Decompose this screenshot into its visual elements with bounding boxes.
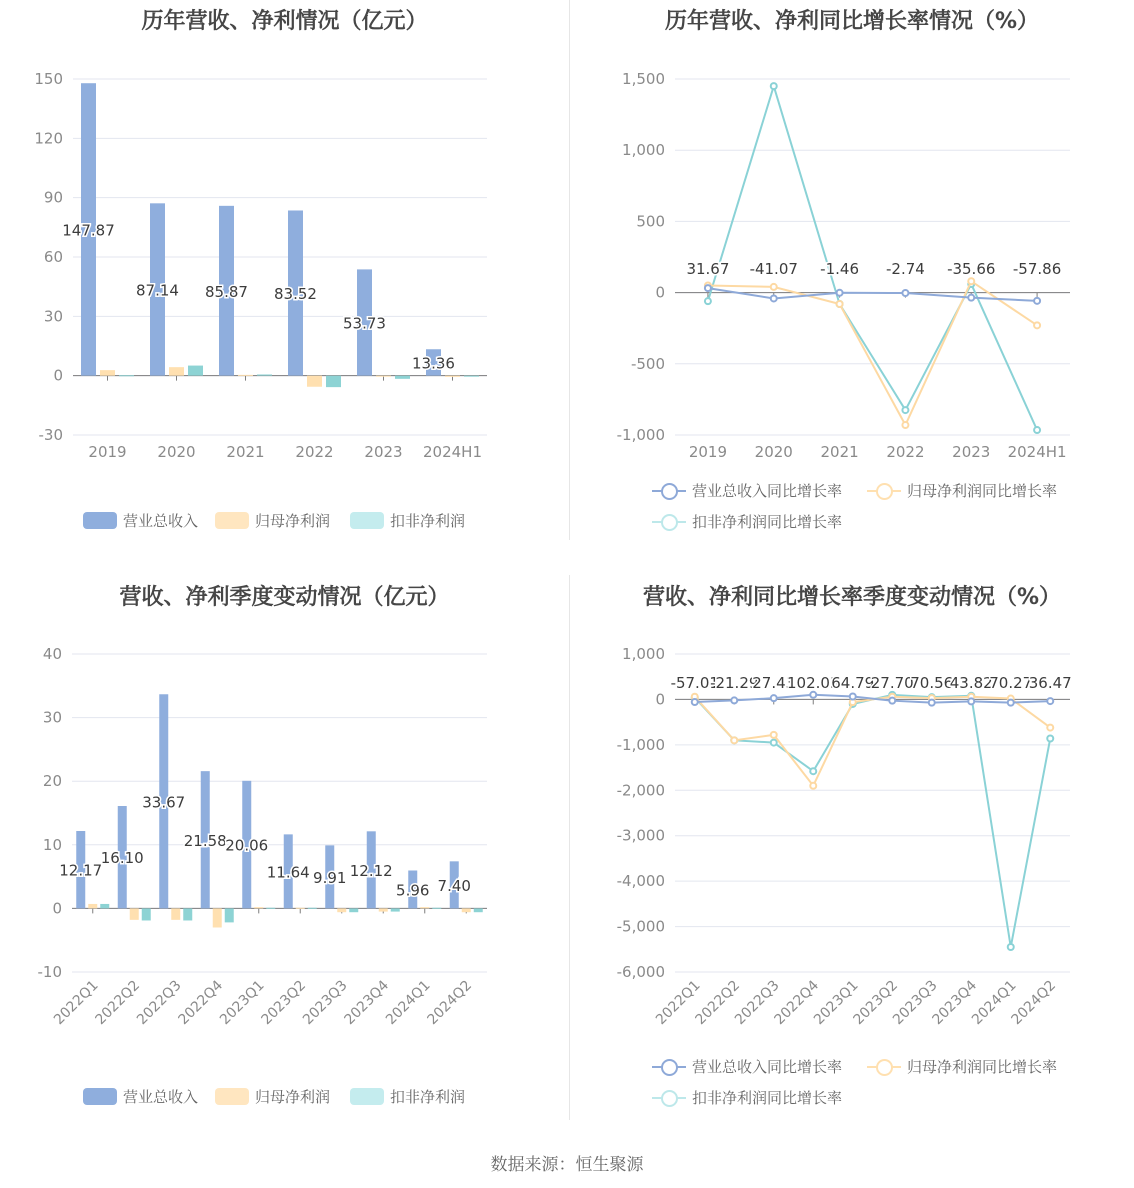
x-tick-label: 2022Q4 [175, 977, 227, 1029]
legend-swatch [652, 1058, 686, 1076]
y-tick-label: 30 [42, 708, 62, 727]
legend-swatch [652, 482, 686, 500]
x-tick-label: 2019 [688, 443, 728, 461]
bar-net-profit [169, 367, 184, 376]
x-tick-label: 2024Q1 [968, 977, 1020, 1029]
legend-label: 扣非净利润同比增长率 [692, 513, 843, 531]
legend-item-ded-growth[interactable] [652, 1087, 842, 1108]
legend-swatch [867, 482, 901, 500]
data-label: -2.74 [886, 260, 925, 278]
y-tick-label: 0 [53, 366, 63, 385]
panel-quarterly-amount [0, 576, 569, 1136]
legend-label: 营业总收入同比增长率 [692, 482, 843, 500]
series-point [889, 698, 895, 704]
series-point [705, 285, 711, 291]
series-point [1008, 700, 1014, 706]
series-line-deducted [695, 695, 1051, 947]
bar-net-profit [254, 907, 263, 908]
bar-deducted-profit [188, 366, 203, 376]
series-point [771, 740, 777, 746]
legend-item-net-growth[interactable] [867, 480, 1057, 501]
data-label: 85.87 [205, 282, 248, 301]
legend-item-revenue-growth[interactable] [652, 1056, 842, 1077]
series-point [771, 732, 777, 738]
series-point [850, 693, 856, 699]
legend-label: 扣非净利润同比增长率 [692, 1089, 843, 1107]
data-label: -1.46 [820, 260, 859, 278]
data-label: 87.14 [136, 281, 179, 300]
annual-growth-chart [570, 40, 1134, 480]
data-label: -21.29 [710, 674, 759, 692]
series-point [968, 698, 974, 704]
legend-swatch [83, 512, 117, 529]
series-line-net [708, 281, 1037, 425]
chart-title: 历年营收、净利同比增长率情况（%） [664, 9, 1040, 34]
bar-deducted-profit [266, 908, 275, 909]
series-line-deducted [708, 86, 1037, 430]
x-tick-label: 2023 [952, 443, 991, 461]
x-tick-label: 2023Q2 [258, 977, 310, 1029]
x-tick-label: 2020 [754, 443, 793, 461]
data-label: 33.67 [142, 793, 186, 812]
series-point [929, 700, 935, 706]
x-tick-label: 2023Q1 [216, 977, 268, 1029]
legend-swatch [215, 512, 249, 529]
legend-label: 归母净利润 [255, 1088, 331, 1106]
x-tick-label: 2021 [820, 443, 859, 461]
x-tick-label: 2023Q4 [929, 977, 981, 1029]
bar-net-profit [337, 908, 346, 912]
y-tick-label: 60 [43, 248, 63, 266]
series-point [1034, 298, 1040, 304]
legend-label: 营业总收入 [123, 512, 199, 530]
series-point [1047, 725, 1053, 731]
x-tick-label: 2022Q3 [731, 977, 783, 1029]
y-tick-label: 150 [34, 70, 63, 88]
y-tick-label: 500 [636, 212, 665, 231]
data-source: 数据来源：恒生聚源 [490, 1155, 644, 1175]
x-tick-label: 2024H1 [1007, 443, 1067, 461]
y-tick-label: 1,000 [622, 141, 665, 160]
data-label: 11.64 [266, 863, 310, 882]
y-tick-label: 10 [42, 835, 62, 854]
chart-title: 历年营收、净利情况（亿元） [141, 9, 428, 34]
series-point [771, 284, 777, 290]
series-point [1008, 944, 1014, 950]
series-point [810, 768, 816, 774]
x-tick-label: 2022Q1 [50, 977, 102, 1029]
y-tick-label: -2,000 [616, 781, 665, 800]
y-tick-label: 30 [43, 307, 63, 326]
panel-quarterly-growth [570, 576, 1134, 1136]
data-label: 12.17 [59, 861, 103, 880]
bar-net-profit [213, 908, 222, 927]
y-tick-label: 20 [42, 772, 62, 791]
x-tick-label: 2020 [157, 443, 196, 461]
series-point [705, 298, 711, 304]
series-point [1047, 735, 1053, 741]
legend-label: 归母净利润同比增长率 [907, 482, 1058, 500]
quarterly-growth-chart [570, 616, 1134, 1056]
x-tick-label: 2019 [88, 443, 127, 461]
data-label: 13.36 [412, 354, 455, 373]
y-tick-label: 0 [655, 690, 665, 709]
legend-swatch [652, 513, 686, 531]
data-label: 16.10 [100, 849, 144, 868]
x-tick-label: 2023 [364, 443, 403, 461]
y-tick-label: 90 [43, 188, 63, 207]
legend [0, 510, 569, 534]
legend-label: 营业总收入 [123, 1088, 199, 1106]
y-tick-label: -5,000 [616, 917, 665, 936]
series-point [968, 278, 974, 284]
bar-deducted-profit [432, 908, 441, 909]
series-point [1034, 322, 1040, 328]
bar-net-profit [445, 376, 460, 377]
bar-deducted-profit [308, 908, 317, 909]
series-point [731, 697, 737, 703]
data-label: 31.67 [686, 260, 730, 278]
bar-net-profit [307, 376, 322, 387]
data-label: 102.03 [787, 674, 840, 692]
quarterly-amount-chart [0, 616, 569, 1096]
bar-deducted-profit [183, 908, 192, 920]
y-tick-label: -4,000 [616, 872, 665, 891]
series-point [810, 692, 816, 698]
series-point [902, 290, 908, 296]
x-tick-label: 2024Q2 [1008, 977, 1060, 1029]
series-point [837, 301, 843, 307]
bar-net-profit [296, 908, 305, 909]
x-tick-label: 2023Q2 [850, 977, 902, 1029]
x-tick-label: 2022Q3 [133, 977, 185, 1029]
bar-net-profit [420, 907, 429, 908]
chart-title: 营收、净利季度变动情况（亿元） [119, 585, 450, 610]
legend-swatch [215, 1088, 249, 1105]
bar-net-profit [130, 908, 139, 919]
bar-net-profit [376, 376, 391, 377]
bar-net-profit [88, 904, 97, 908]
series-point [902, 422, 908, 428]
legend-item-revenue[interactable] [83, 1086, 198, 1107]
bar-deducted-profit [395, 376, 410, 379]
legend-label: 扣非净利润 [390, 1088, 466, 1106]
bar-net-profit [462, 908, 471, 912]
data-label: 53.73 [343, 314, 386, 333]
data-label: 64.79 [831, 674, 875, 692]
y-tick-label: -500 [630, 354, 665, 373]
data-label: 20.06 [225, 836, 269, 855]
data-label: 21.58 [183, 831, 227, 850]
x-tick-label: 2024Q2 [424, 977, 476, 1029]
x-tick-label: 2023Q4 [341, 977, 393, 1029]
data-label: 70.56 [910, 674, 954, 692]
bar-deducted-profit [257, 374, 272, 375]
series-point [968, 295, 974, 301]
y-tick-label: 1,500 [622, 70, 665, 88]
legend-label: 扣非净利润 [390, 512, 466, 530]
x-tick-label: 2023Q3 [299, 977, 351, 1029]
y-tick-label: 120 [34, 129, 63, 148]
legend-label: 归母净利润 [255, 512, 331, 530]
legend [570, 1056, 1134, 1116]
data-label: -57.86 [1012, 260, 1062, 278]
data-label: 83.52 [274, 285, 317, 304]
data-label: -35.66 [947, 260, 996, 278]
data-label: 70.27 [989, 674, 1033, 692]
bar-deducted-profit [142, 908, 151, 920]
y-tick-label: -10 [37, 963, 62, 981]
legend-swatch [867, 1058, 901, 1076]
series-point [810, 783, 816, 789]
x-tick-label: 2024H1 [423, 443, 482, 461]
data-label: 12.12 [349, 861, 393, 880]
bar-net-profit [238, 375, 253, 376]
data-label: 27.43 [752, 674, 796, 692]
legend-item-net-growth[interactable] [867, 1056, 1057, 1077]
legend-swatch [652, 1089, 686, 1107]
series-point [692, 699, 698, 705]
legend-item-deducted-profit[interactable] [350, 1086, 465, 1107]
series-point [771, 695, 777, 701]
series-point [837, 290, 843, 296]
series-line-revenue [708, 288, 1037, 301]
bar-deducted-profit [349, 908, 358, 912]
legend-label: 归母净利润同比增长率 [907, 1058, 1058, 1076]
y-tick-label: 0 [52, 899, 62, 918]
bar-deducted-profit [119, 375, 134, 376]
legend [0, 1086, 569, 1110]
x-tick-label: 2022 [886, 443, 925, 461]
bar-deducted-profit [326, 376, 341, 387]
x-tick-label: 2021 [226, 443, 265, 461]
data-label: 27.70 [870, 674, 914, 692]
legend-item-revenue-growth[interactable] [652, 480, 842, 501]
legend [570, 480, 1134, 540]
series-point [1047, 698, 1053, 704]
y-tick-label: -3,000 [616, 826, 665, 845]
series-point [771, 83, 777, 89]
y-tick-label: 1,000 [622, 645, 665, 663]
x-tick-label: 2023Q3 [889, 977, 941, 1029]
panel-annual-growth [570, 0, 1134, 560]
x-tick-label: 2022Q4 [771, 977, 823, 1029]
x-tick-label: 2022 [295, 443, 334, 461]
bar-deducted-profit [474, 908, 483, 912]
legend-swatch [83, 1088, 117, 1105]
legend-swatch [350, 1088, 384, 1105]
legend-label: 营业总收入同比增长率 [692, 1058, 843, 1076]
y-tick-label: 0 [655, 283, 665, 302]
legend-item-ded-growth[interactable] [652, 511, 842, 532]
data-label: 9.91 [313, 868, 347, 887]
y-tick-label: -30 [38, 426, 63, 444]
data-label: -57.01 [670, 674, 719, 692]
x-tick-label: 2022Q1 [652, 977, 704, 1029]
series-point [1034, 427, 1040, 433]
x-tick-label: 2022Q2 [692, 977, 744, 1029]
data-label: -41.07 [749, 260, 798, 278]
bar-net-profit [171, 908, 180, 919]
y-tick-label: 40 [42, 645, 62, 663]
y-tick-label: -1,000 [616, 426, 665, 444]
legend-item-net-profit[interactable] [215, 1086, 330, 1107]
data-label: 147.87 [62, 221, 115, 240]
data-label: 5.96 [396, 881, 430, 900]
y-tick-label: -1,000 [616, 735, 665, 754]
bar-deducted-profit [225, 908, 234, 922]
x-tick-label: 2024Q1 [382, 977, 434, 1029]
bar-net-profit [100, 370, 115, 376]
bar-deducted-profit [100, 904, 109, 908]
series-point [902, 407, 908, 413]
data-label: 43.82 [949, 674, 993, 692]
data-label: 36.47 [1028, 674, 1072, 692]
bar-deducted-profit [391, 908, 400, 911]
x-tick-label: 2023Q1 [810, 977, 862, 1029]
bar-net-profit [379, 908, 388, 911]
legend-item-revenue[interactable] [83, 510, 198, 531]
series-point [731, 737, 737, 743]
x-tick-label: 2022Q2 [92, 977, 144, 1029]
legend-item-deducted-profit[interactable] [350, 510, 465, 531]
panel-annual-amount [0, 0, 569, 560]
legend-item-net-profit[interactable] [215, 510, 330, 531]
annual-amount-chart [0, 40, 569, 520]
chart-title: 营收、净利同比增长率季度变动情况（%） [642, 585, 1062, 610]
y-tick-label: -6,000 [616, 963, 665, 981]
series-point [771, 295, 777, 301]
legend-swatch [350, 512, 384, 529]
data-label: 7.40 [437, 876, 471, 895]
bar-deducted-profit [464, 376, 479, 377]
